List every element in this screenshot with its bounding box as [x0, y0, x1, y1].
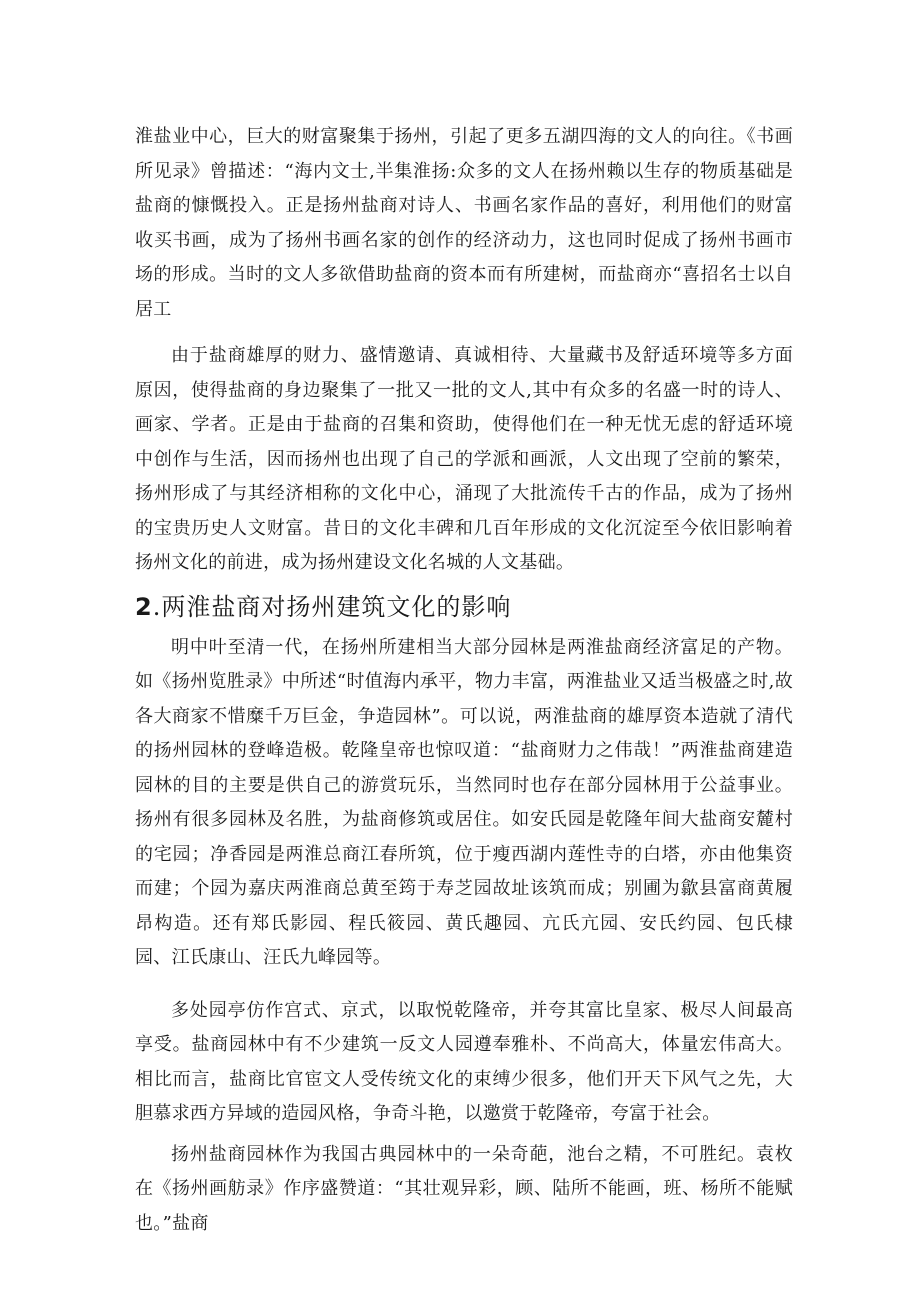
paragraph-3: 明中叶至清一代，在扬州所建相当大部分园林是两淮盐商经济富足的产物。如《扬州览胜录》中所述“时值海内承平，物力丰富，两淮盐业又适当极盛之时,故各大商家不惜糜千万巨金，争造园林”。可以说，两淮盐商的雄厚资本造就了清代的扬州园林的登峰造极。乾隆皇帝也惊叹道：“盐商财力之伟哉！”两淮盐商建造园林的目的主要是供自己的游赏玩乐，当然同时也存在部分园林用于公益事业。扬州有很多园林及名胜，为盐商修筑或居住。如安氏园是乾隆年间大盐商安麓村的宅园；净香园是两淮总商江春所筑，位于瘦西湖内莲性寺的白塔，亦由他集资而建；个园为嘉庆两淮商总黄至筠于寿芝园故址该筑而成；别圃为歙县富商黄履昂构造。还有郑氏影园、程氏筱园、黄氏趣园、亢氏亢园、安氏约园、包氏棣园、江氏康山、汪氏九峰园等。	[135, 636, 793, 968]
section-number: 2	[135, 592, 153, 621]
paragraph-2: 由于盐商雄厚的财力、盛情邀请、真诚相待、大量藏书及舒适环境等多方面原因，使得盐商的身边聚集了一批又一批的文人,其中有众多的名盛一时的诗人、画家、学者。正是由于盐商的召集和资助，使得他们在一种无忧无虑的舒适环境中创作与生活，因而扬州也出现了自己的学派和画派，人文出现了空前的繁荣，扬州形成了与其经济相称的文化中心，涌现了大批流传千古的作品，成为了扬州的宝贵历史人文财富。昔日的文化丰碑和几百年形成的文化沉淀至今依旧影响着扬州文化的前进，成为扬州建设文化名城的人文基础。	[135, 345, 793, 573]
section-title: .两淮盐商对扬州建筑文化的影响	[152, 592, 512, 621]
section-heading	[135, 589, 793, 625]
paragraph-gap	[135, 976, 793, 994]
document-page	[135, 120, 793, 1241]
paragraph-4: 多处园亭仿作宫式、京式，以取悦乾隆帝，并夸其富比皇家、极尽人间最高享受。盐商园林中有不少建筑一反文人园遵奉雅朴、不尚高大，体量宏伟高大。相比而言，盐商比官宦文人受传统文化的束缚少很多，他们开天下风气之先，大胆慕求西方异域的造园风格，争奇斗艳，以邀赏于乾隆帝，夸富于社会。	[135, 999, 793, 1124]
paragraph-1: 淮盐业中心，巨大的财富聚集于扬州，引起了更多五湖四海的文人的向往。《书画所见录》曾描述：“海内文士,半集淮扬:众多的文人在扬州赖以生存的物质基础是盐商的慷慨投入。正是扬州盐商对诗人、书画名家作品的喜好，利用他们的财富收买书画，成为了扬州书画名家的创作的经济动力，这也同时促成了扬州书画市场的形成。当时的文人多欲借助盐商的资本而有所建树，而盐商亦“喜招名士以自居工	[135, 126, 793, 320]
paragraph-5: 扬州盐商园林作为我国古典园林中的一朵奇葩，池台之精，不可胜纪。袁枚在《扬州画舫录》作序盛赞道：“其壮观异彩，顾、陆所不能画，班、杨所不能赋也。”盐商	[135, 1143, 793, 1234]
